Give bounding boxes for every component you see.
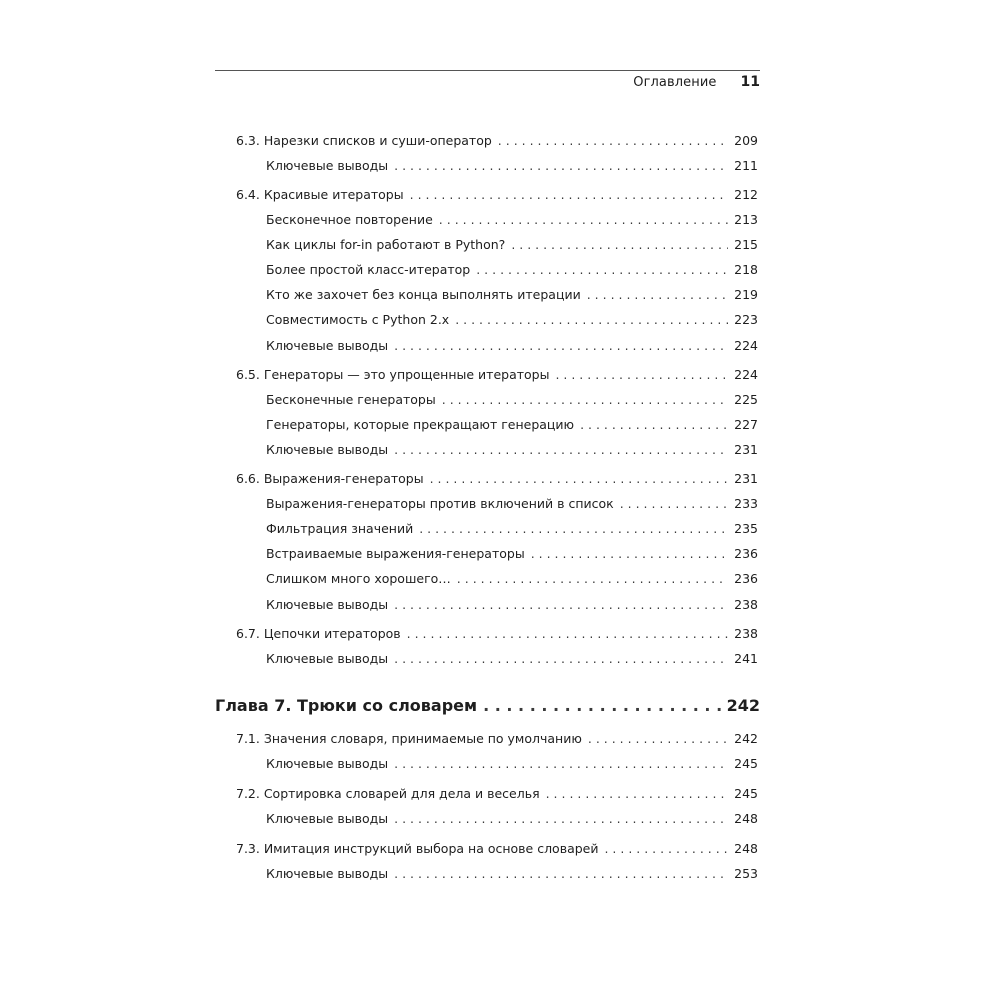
toc-entry-title: Кто же захочет без конца выполнять итерации	[266, 287, 581, 302]
dot-leader	[394, 651, 728, 666]
toc-entry-title: 6.4. Красивые итераторы	[236, 187, 404, 202]
toc-sub-row	[266, 287, 758, 307]
dot-leader	[439, 212, 728, 227]
toc-sub-row	[266, 546, 758, 566]
toc-sub-row	[266, 521, 758, 541]
toc-entry-page: 225	[734, 392, 758, 407]
toc-section-row	[236, 626, 758, 646]
toc-entry-page: 223	[734, 312, 758, 327]
toc-entry-title: Бесконечное повторение	[266, 212, 433, 227]
toc-sub-row	[266, 756, 758, 776]
toc-section-row	[236, 367, 758, 387]
toc-sub-row	[266, 496, 758, 516]
toc-entry-title: Слишком много хорошего…	[266, 571, 451, 586]
toc-entry-page: 242	[734, 731, 758, 746]
toc-section-row	[236, 841, 758, 861]
dot-leader	[394, 756, 728, 771]
dot-leader	[620, 496, 728, 511]
toc-section-row	[236, 133, 758, 153]
dot-leader	[442, 392, 728, 407]
toc-entry-page: 227	[734, 417, 758, 432]
toc-entry-title: Встраиваемые выражения-генераторы	[266, 546, 525, 561]
toc-entry-title: Более простой класс-итератор	[266, 262, 471, 277]
dot-leader	[455, 312, 728, 327]
toc-section-row	[236, 786, 758, 806]
toc-entry-page: 231	[734, 442, 758, 457]
dot-leader	[394, 158, 728, 173]
toc-entry-page: 242	[726, 696, 760, 715]
dot-leader	[476, 262, 728, 277]
dot-leader	[419, 521, 728, 536]
dot-leader	[394, 597, 728, 612]
toc-entry-title: 6.6. Выражения-генераторы	[236, 471, 424, 486]
dot-leader	[587, 287, 728, 302]
toc-section-row	[236, 187, 758, 207]
toc-entry-page: 224	[734, 367, 758, 382]
toc-entry-title: Фильтрация значений	[266, 521, 414, 536]
toc-entry-page: 213	[734, 212, 758, 227]
toc-entry-title: 7.1. Значения словаря, принимаемые по умолчанию	[236, 731, 582, 746]
dot-leader	[394, 442, 728, 457]
toc-sub-row	[266, 158, 758, 178]
dot-leader	[498, 133, 728, 148]
toc-entry-page: 238	[734, 597, 758, 612]
toc-entry-title: Как циклы for-in работают в Python?	[266, 237, 506, 252]
toc-sub-row	[266, 651, 758, 671]
toc-sub-row	[266, 237, 758, 257]
toc-entry-title: Ключевые выводы	[266, 442, 389, 457]
toc-entry-page: 238	[734, 626, 758, 641]
dot-leader	[483, 696, 721, 715]
dot-leader	[580, 417, 728, 432]
dot-leader	[531, 546, 728, 561]
toc-sub-row	[266, 811, 758, 831]
toc-entry-title: Глава 7. Трюки со словарем	[215, 696, 478, 715]
dot-leader	[394, 338, 728, 353]
toc-entry-page: 248	[734, 841, 758, 856]
toc-sub-row	[266, 212, 758, 232]
page-number: 11	[740, 74, 760, 90]
toc-entry-page: 245	[734, 756, 758, 771]
toc-entry-title: Совместимость с Python 2.x	[266, 312, 450, 327]
dot-leader	[394, 811, 728, 826]
running-header	[215, 74, 760, 94]
toc-entry-page: 241	[734, 651, 758, 666]
toc-section-row	[236, 471, 758, 491]
book-page	[215, 0, 760, 1000]
toc-entry-title: Ключевые выводы	[266, 651, 389, 666]
toc-entry-title: Ключевые выводы	[266, 811, 389, 826]
toc-entry-page: 245	[734, 786, 758, 801]
toc-sub-row	[266, 597, 758, 617]
toc-sub-row	[266, 392, 758, 412]
toc-entry-title: 6.3. Нарезки списков и суши-оператор	[236, 133, 492, 148]
dot-leader	[588, 731, 728, 746]
dot-leader	[410, 187, 729, 202]
toc-entry-page: 248	[734, 811, 758, 826]
toc-entry-page: 231	[734, 471, 758, 486]
dot-leader	[546, 786, 729, 801]
toc-chapter-row	[215, 696, 760, 720]
toc-entry-page: 218	[734, 262, 758, 277]
toc-entry-page: 209	[734, 133, 758, 148]
dot-leader	[430, 471, 729, 486]
dot-leader	[604, 841, 728, 856]
toc-entry-title: Выражения-генераторы против включений в список	[266, 496, 614, 511]
toc-sub-row	[266, 571, 758, 591]
running-header-title: Оглавление	[633, 75, 717, 90]
toc-entry-title: Ключевые выводы	[266, 597, 389, 612]
toc-sub-row	[266, 442, 758, 462]
toc-entry-title: Ключевые выводы	[266, 158, 389, 173]
header-rule	[215, 70, 760, 71]
toc-sub-row	[266, 338, 758, 358]
dot-leader	[394, 866, 728, 881]
toc-entry-title: Генераторы, которые прекращают генерацию	[266, 417, 575, 432]
dot-leader	[407, 626, 728, 641]
toc-entry-page: 219	[734, 287, 758, 302]
toc-sub-row	[266, 417, 758, 437]
toc-entry-title: Ключевые выводы	[266, 338, 389, 353]
toc-entry-title: 7.2. Сортировка словарей для дела и веселья	[236, 786, 540, 801]
toc-entry-page: 211	[734, 158, 758, 173]
dot-leader	[457, 571, 728, 586]
toc-entry-page: 212	[734, 187, 758, 202]
toc-section-row	[236, 731, 758, 751]
toc-entry-page: 253	[734, 866, 758, 881]
toc-entry-title: Бесконечные генераторы	[266, 392, 436, 407]
toc-entry-page: 224	[734, 338, 758, 353]
toc-entry-title: 6.5. Генераторы — это упрощенные итераторы	[236, 367, 550, 382]
toc-entry-page: 215	[734, 237, 758, 252]
dot-leader	[555, 367, 728, 382]
toc-sub-row	[266, 312, 758, 332]
toc-entry-title: 6.7. Цепочки итераторов	[236, 626, 401, 641]
toc-entry-page: 233	[734, 496, 758, 511]
toc-entry-page: 236	[734, 546, 758, 561]
dot-leader	[511, 237, 728, 252]
toc-entry-title: Ключевые выводы	[266, 756, 389, 771]
toc-sub-row	[266, 866, 758, 886]
toc-sub-row	[266, 262, 758, 282]
toc-entry-title: 7.3. Имитация инструкций выбора на основе словарей	[236, 841, 599, 856]
toc-entry-title: Ключевые выводы	[266, 866, 389, 881]
toc-entry-page: 235	[734, 521, 758, 536]
toc-entry-page: 236	[734, 571, 758, 586]
